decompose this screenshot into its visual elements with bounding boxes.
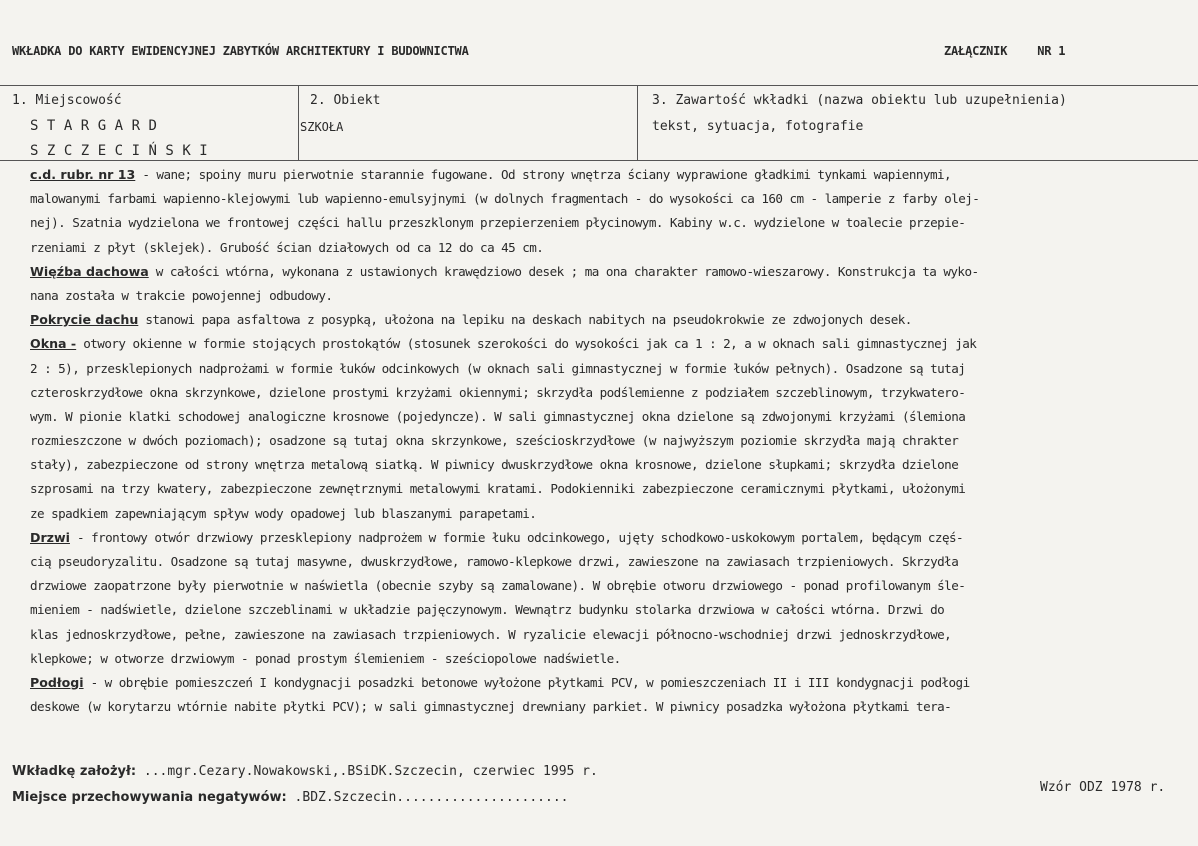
storage-row	[12, 790, 568, 805]
section-heading-roof-truss: Więźba dachowa	[30, 263, 149, 279]
storage-value: .BDZ.Szczecin......................	[294, 790, 569, 805]
object-value: SZKOŁA	[300, 120, 344, 134]
header-rule-bottom	[0, 160, 1198, 161]
contents-label: 3. Zawartość wkładki (nazwa obiektu lub uzupełnienia)	[652, 93, 1067, 108]
text-line	[30, 332, 1170, 356]
text-line: nana została w trakcie powojennej odbudowy.	[30, 287, 333, 303]
author-value: ...mgr.Cezary.Nowakowski,.BSiDK.Szczecin, czerwiec 1995 r.	[143, 764, 598, 779]
column-divider-1	[298, 85, 299, 160]
form-title: WKŁADKA DO KARTY EWIDENCYJNEJ ZABYTKÓW ARCHITEKTURY I BUDOWNICTWA	[12, 44, 469, 58]
text-line: klepkowe; w otworze drzwiowym - ponad prostym ślemieniem - sześciopolowe nadświetle.	[30, 650, 621, 666]
text-line: mieniem - nadświetle, dzielone szczeblinami w układzie pajęczynowym. Wewnątrz budynku stolarka drzwiowa w całości wtórna. Drzwi do	[30, 602, 945, 618]
place-label: 1. Miejscowość	[12, 93, 122, 108]
column-divider-2	[637, 85, 638, 160]
text-line: drzwiowe zaopatrzone były pierwotnie w naświetla (obecnie szyby są zamalowane). W obrębie otworu drzwiowego - ponad profilowanym śle-	[30, 578, 966, 594]
text-line-content: stanowi papa asfaltowa z posypką, ułożona na lepiku na deskach nabitych na pseudokrokwie ze zdwojonych desek.	[145, 312, 912, 328]
text-line: rzeniami z płyt (sklejek). Grubość ścian działowych od ca 12 do ca 45 cm.	[30, 239, 544, 255]
author-label: Wkładkę założył:	[12, 764, 137, 779]
annex-label	[944, 44, 1065, 58]
annex-label-text: ZAŁĄCZNIK	[944, 44, 1008, 58]
continuation-text	[30, 163, 1170, 719]
place-value-line2: SZCZECIŃSKI	[30, 143, 217, 159]
text-line: stały), zabezpieczone od strony wnętrza metalową siatką. W piwnicy dwuskrzydłowe okna krosnowe, dzielone słupkami; skrzydła dzielone	[30, 457, 959, 473]
text-line: rozmieszczone w dwóch poziomach); osadzone są tutaj okna skrzynkowe, sześcioskrzydłowe (w najwyższym poziomie skrzydła mają chrakter	[30, 433, 959, 449]
text-line-content: - frontowy otwór drzwiowy przesklepiony nadprożem w formie łuku odcinkowego, ujęty schodkowo-uskokowym portalem, będącym częś-	[77, 529, 964, 545]
text-line	[30, 671, 1170, 695]
text-line-content: - wane; spoiny muru pierwotnie starannie fugowane. Od strony wnętrza ściany wyprawione gładkimi tynkami wapiennymi,	[142, 167, 952, 182]
text-line: 2 : 5), przesklepionych nadprożami w formie łuków odcinkowych (w oknach sali gimnastycznej w formie łuków pełnych). Osadzone są tutaj	[30, 360, 966, 376]
text-line: deskowe (w korytarzu wtórnie nabite płytki PCV); w sali gimnastycznej drewniany parkiet. W piwnicy posadzka wyłożona płytkami tera-	[30, 699, 952, 715]
contents-value: tekst, sytuacja, fotografie	[652, 119, 864, 134]
form-reference: Wzór ODZ 1978 r.	[1040, 780, 1166, 795]
text-line	[30, 526, 1170, 550]
author-row	[12, 764, 598, 779]
section-heading-doors: Drzwi	[30, 529, 70, 545]
section-heading-floors: Podłogi	[30, 674, 84, 690]
text-line: cią pseudoryzalitu. Osadzone są tutaj masywne, dwuskrzydłowe, ramowo-klepkowe drzwi, zawieszone na zawiasach trzpieniowych. Skrzydła	[30, 554, 959, 569]
annex-number: NR 1	[1037, 44, 1066, 58]
text-line: czteroskrzydłowe okna skrzynkowe, dzielone prostymi krzyżami okiennymi; skrzydła podślemienne z podziałem szczeblinowym, trzykwatero-	[30, 384, 966, 400]
text-line	[30, 260, 1170, 284]
storage-label: Miejsce przechowywania negatywów:	[12, 790, 287, 805]
text-line	[30, 308, 1170, 332]
text-line: malowanymi farbami wapienno-klejowymi lub wapienno-emulsyjnymi (w dolnych fragmentach - do wysokości ca 160 cm - lamperie z farby olej-	[30, 191, 980, 207]
section-heading-windows: Okna -	[30, 336, 77, 352]
header-rule-top	[0, 85, 1198, 86]
text-line: szprosami na trzy kwatery, zabezpieczone zewnętrznymi metalowymi kratami. Podokienniki zabezpieczone ceramicznymi płytkami, ułożonymi	[30, 481, 966, 497]
text-line-content: otwory okienne w formie stojących prostokątów (stosunek szerokości do wysokości jak ca 1 : 2, a w oknach sali gimnastycznej jak	[83, 336, 977, 352]
text-line: wym. W pionie klatki schodowej analogiczne krosnowe (pojedyncze). W sali gimnastycznej okna dzielone są zdwojonymi krzyżami (ślemiona	[30, 408, 966, 424]
text-line: ze spadkiem zapewniającym spływ wody opadowej lub blaszanymi parapetami.	[30, 505, 537, 521]
object-label: 2. Obiekt	[310, 93, 381, 108]
text-line: klas jednoskrzydłowe, pełne, zawieszone na zawiasach trzpieniowych. W ryzalicie elewacji północno-wschodniej drzwi jednoskrzydłowe,	[30, 626, 952, 642]
text-line: nej). Szatnia wydzielona we frontowej części hallu przeszklonym przepierzeniem płycinowym. Kabiny w.c. wydzielone w toalecie przepie-	[30, 215, 966, 231]
place-value-line1: STARGARD	[30, 118, 166, 134]
text-line-content: w całości wtórna, wykonana z ustawionych krawędziowo desek ; ma ona charakter ramowo-wieszarowy. Konstrukcja ta wyko-	[155, 263, 979, 279]
text-line-content: - w obrębie pomieszczeń I kondygnacji posadzki betonowe wyłożone płytkami PCV, w pomieszczeniach II i III kondygnacji podłogi	[90, 674, 970, 690]
section-heading-roofing: Pokrycie dachu	[30, 312, 139, 328]
text-line	[30, 163, 1170, 187]
section-heading-continuation: c.d. rubr. nr 13	[30, 167, 136, 182]
